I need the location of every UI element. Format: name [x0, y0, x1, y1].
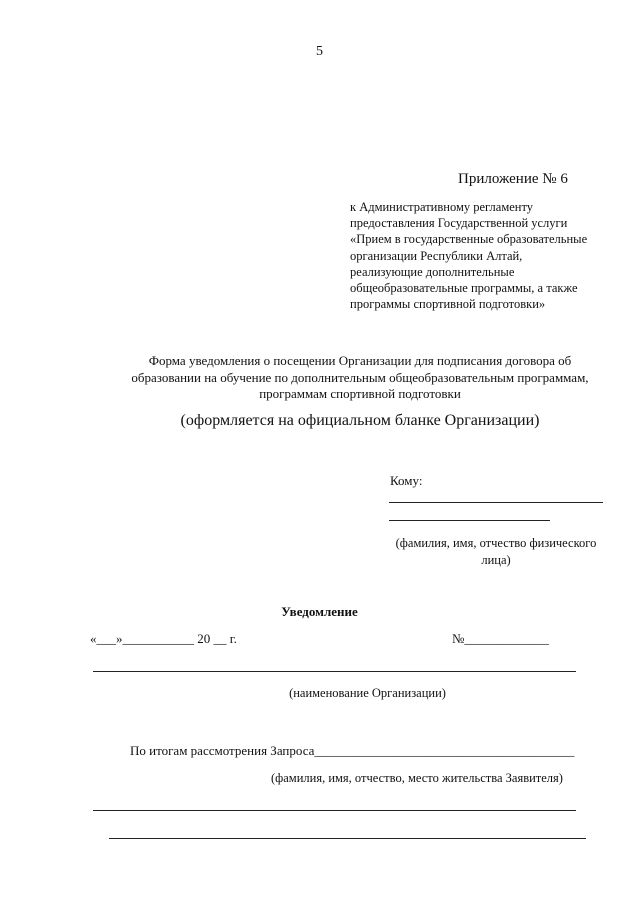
regulation-line: реализующие дополнительные: [350, 264, 515, 279]
blank-note: (оформляется на официальном бланке Организации): [180, 412, 540, 429]
notice-date: «___»___________ 20 __ г.: [90, 631, 237, 646]
regulation-line: предоставления Государственной услуги: [350, 216, 568, 231]
form-title-line: образовании на обучение по дополнительным общеобразовательным программам,: [131, 369, 589, 385]
regulation-reference: [350, 199, 587, 312]
regulation-line: общеобразовательные программы, а также: [350, 281, 578, 296]
applicant-caption: (фамилия, имя, отчество, место жительства Заявителя): [271, 771, 563, 785]
regulation-line: к Административному регламенту: [350, 200, 534, 214]
recipient-caption-line: лица): [481, 553, 511, 567]
recipient-caption-line: (фамилия, имя, отчество физического: [395, 536, 597, 550]
appendix-title: Приложение № 6: [458, 171, 568, 187]
applicant-line-2: [109, 838, 586, 839]
form-title: [100, 353, 620, 403]
regulation-line: «Прием в государственные образовательные: [350, 232, 588, 247]
recipient-line-2: [389, 520, 550, 521]
applicant-line-1: [93, 810, 576, 811]
notice-number: №_____________: [452, 631, 549, 646]
regulation-line: организации Республики Алтай,: [350, 248, 523, 263]
page-number: 5: [316, 44, 323, 59]
recipient-label: Кому:: [390, 473, 423, 488]
regulation-line: программы спортивной подготовки»: [350, 297, 546, 312]
organization-caption: (наименование Организации): [289, 686, 446, 700]
recipient-caption: [388, 535, 604, 569]
recipient-line-1: [389, 502, 603, 503]
form-title-line: программам спортивной подготовки: [259, 386, 461, 401]
request-text: По итогам рассмотрения Запроса________________________________________: [130, 743, 575, 758]
notice-title: Уведомление: [281, 604, 358, 619]
form-title-line: Форма уведомления о посещении Организации для подписания договора об: [148, 353, 572, 368]
organization-line: [93, 671, 576, 672]
